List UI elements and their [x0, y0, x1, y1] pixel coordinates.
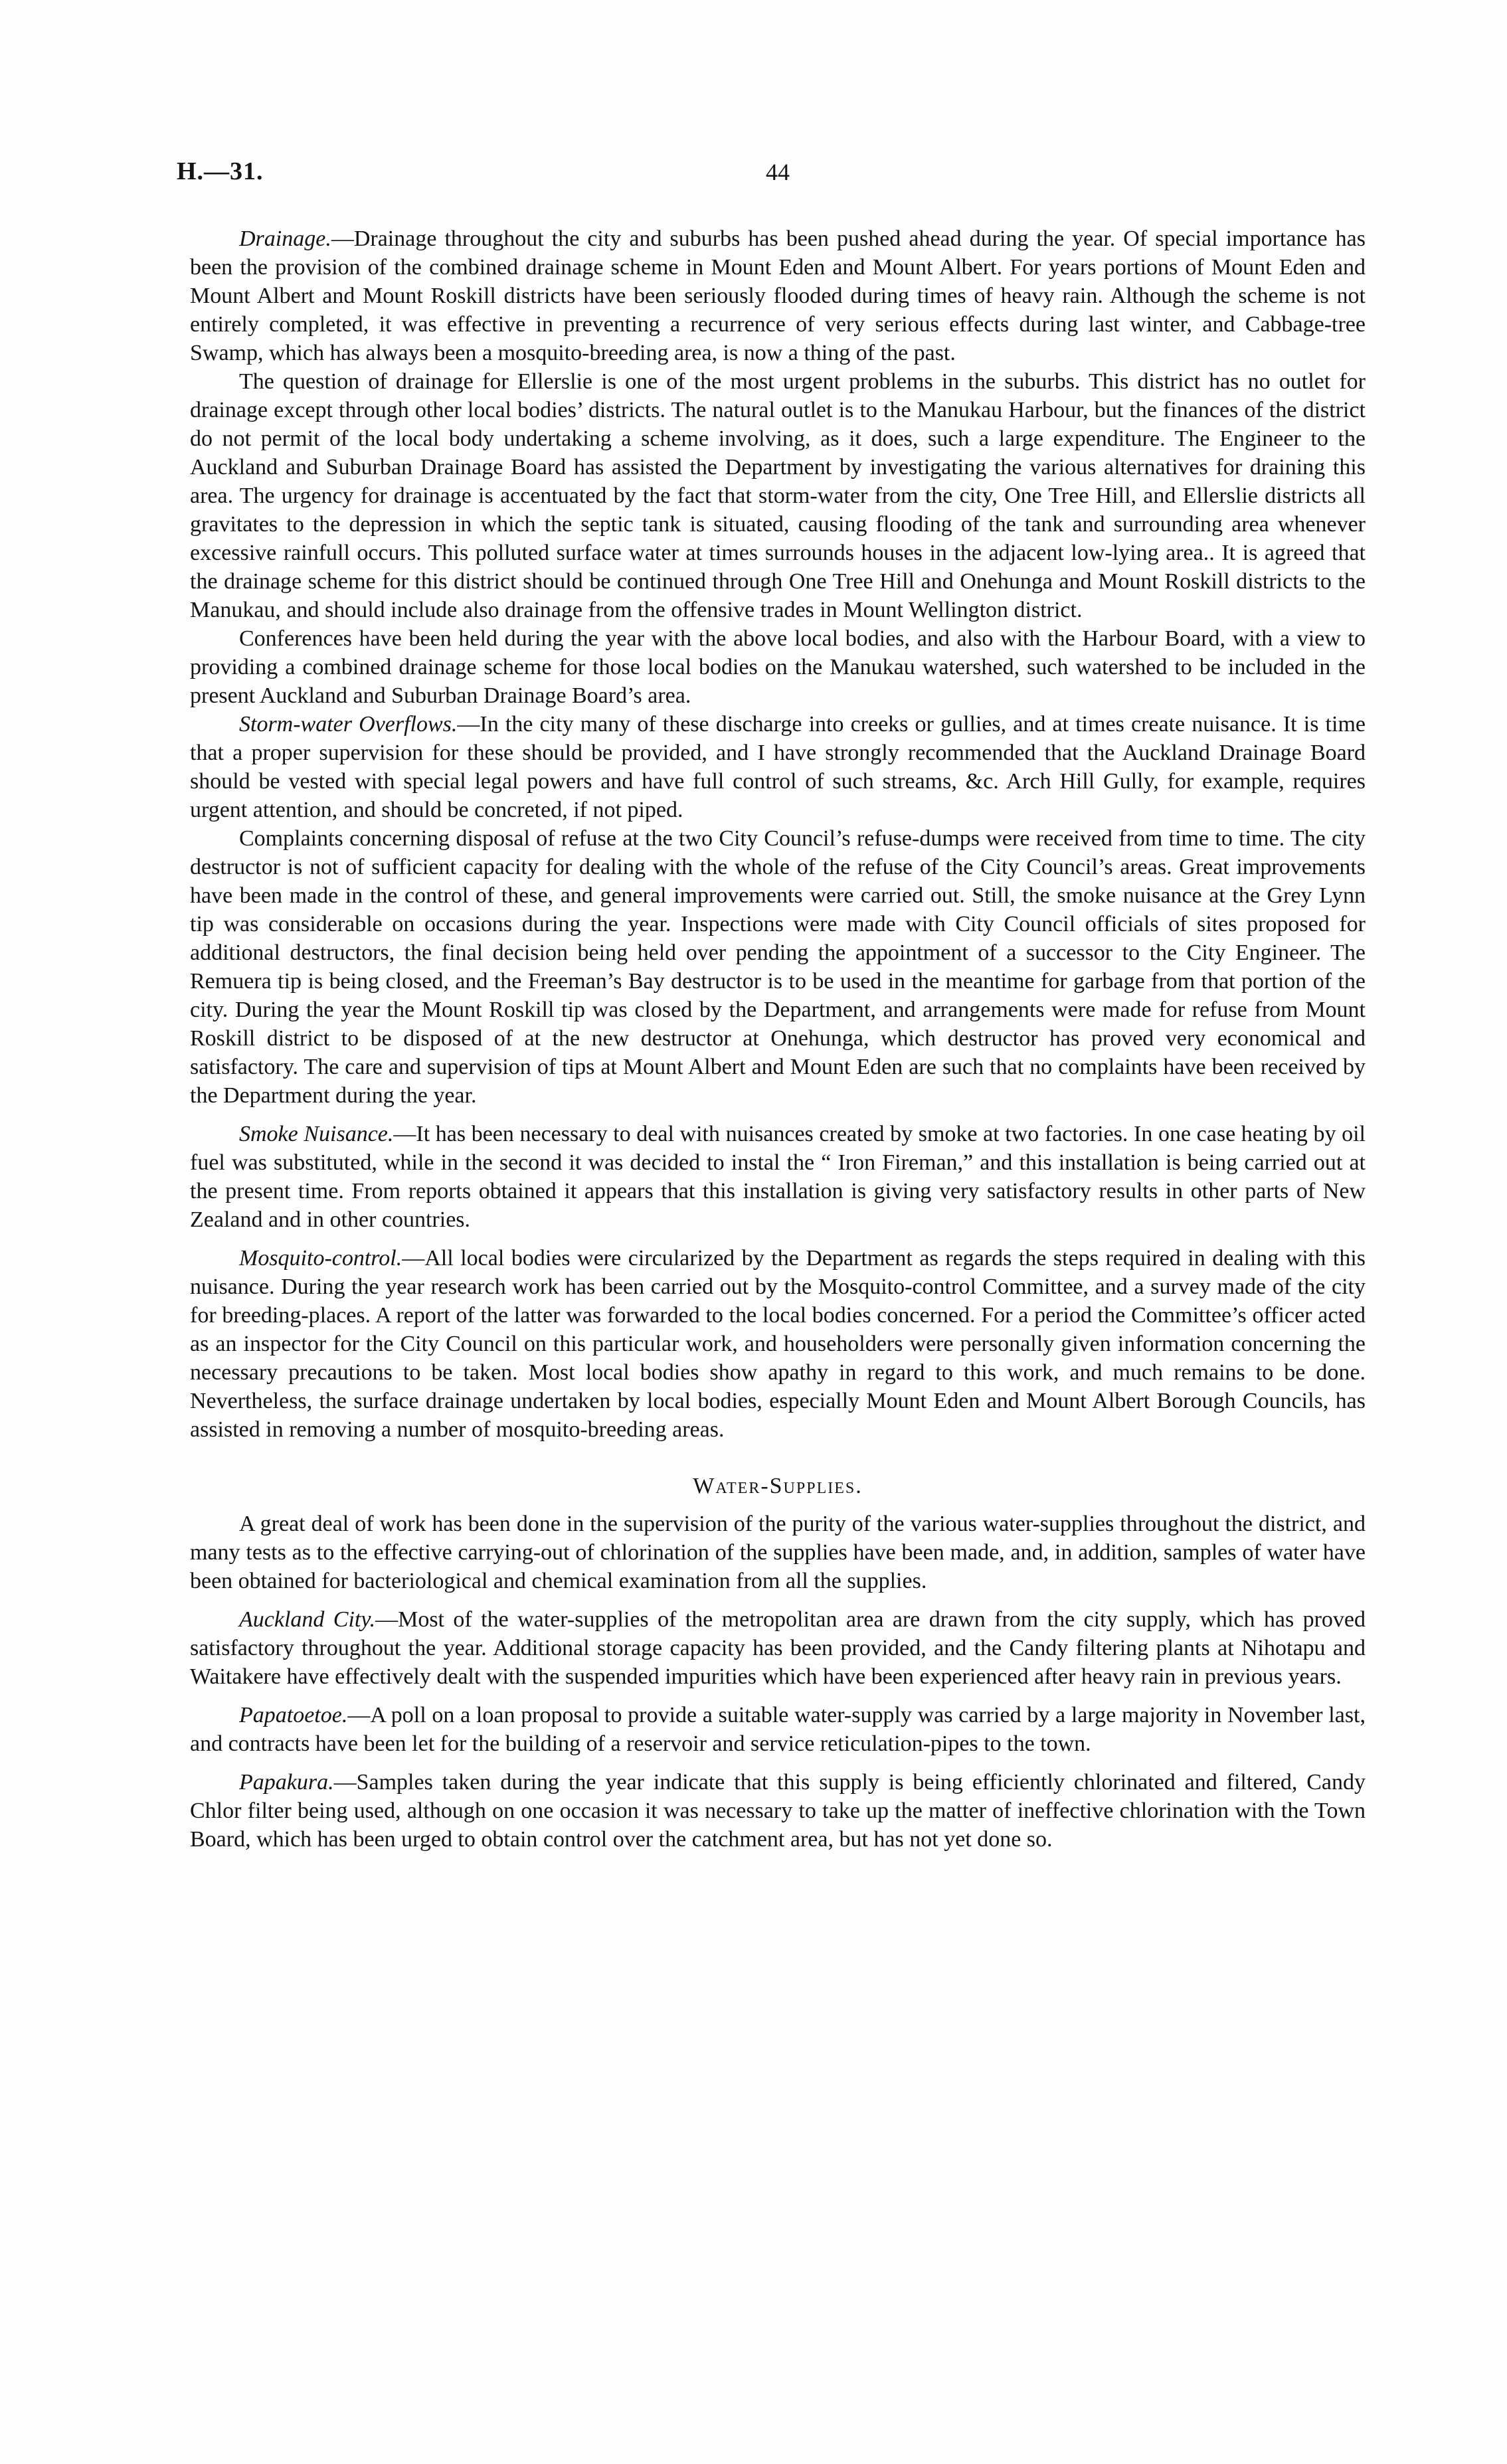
page-header [177, 157, 1366, 194]
paragraph-text: —Samples taken during the year indicate that this supply is being efficiently chlorinated and filtered, Candy Chlor filter being used, although on one occasion it was necessary to take up the matter of ineffective chlorination with the Town Board, which has been urged to obtain control over the catchment area, but has not yet done so. [190, 1770, 1366, 1852]
paragraph [190, 824, 1366, 1110]
paragraph-lead: Smoke Nuisance. [239, 1122, 394, 1146]
paragraph-text: Complaints concerning disposal of refuse at the two City Council’s refuse-dumps were received from time to time. The city destructor is not of sufficient capacity for dealing with the whole of the refuse of the City Council’s areas. Great improvements have been made in the control of these, and general improvements were carried out. Still, the smoke nuisance at the Grey Lynn tip was considerable on occasions during the year. Inspections were made with City Council officials of sites proposed for additional destructors, the final decision being held over pending the appointment of a successor to the City Engineer. The Remuera tip is being closed, and the Freeman’s Bay destructor is to be used in the meantime for garbage from that portion of the city. During the year the Mount Roskill tip was closed by the Department, and arrangements were made for refuse from Mount Roskill district to be disposed of at the new destructor at Onehunga, which destructor has proved very economical and satisfactory. The care and supervision of tips at Mount Albert and Mount Eden are such that no complaints have been received by the Department during the year. [190, 826, 1366, 1108]
paragraph-text: —A poll on a loan proposal to provide a suitable water-supply was carried by a large majority in November last, and contracts have been let for the building of a reservoir and service reticulation-pipes to the town. [190, 1703, 1366, 1756]
report-number: H.—31. [177, 157, 264, 185]
paragraph [190, 1510, 1366, 1595]
paragraph-text: —All local bodies were circularized by the Department as regards the steps required in dealing with this nuisance. During the year research work has been carried out by the Mosquito-control Committee, and a survey made of the city for breeding-places. A report of the latter was forwarded to the local bodies concerned. For a period the Committee’s officer acted as an inspector for the City Council on this particular work, and householders were personally given information concerning the necessary precautions to be taken. Most local bodies show apathy in regard to this work, and much remains to be done. Nevertheless, the surface drainage undertaken by local bodies, especially Mount Eden and Mount Albert Borough Councils, has assisted in removing a number of mosquito-breeding areas. [190, 1246, 1366, 1442]
paragraph-lead: Mosquito-control. [239, 1246, 402, 1271]
paragraph-text: —In the city many of these discharge into creeks or gullies, and at times create nuisance. It is time that a proper supervision for these should be provided, and I have strongly recommended that the Auckland Drainage Board should be vested with special legal powers and have full control of such streams, &c. Arch Hill Gully, for example, requires urgent attention, and should be concreted, if not piped. [190, 712, 1366, 822]
paragraph [190, 1120, 1366, 1234]
paragraph-text: The question of drainage for Ellerslie is one of the most urgent problems in the suburbs. This district has no outlet for drainage except through other local bodies’ districts. The natural outlet is to the Manukau Harbour, but the finances of the district do not permit of the local body undertaking a scheme involving, as it does, such a large expenditure. The Engineer to the Auckland and Suburban Drainage Board has assisted the Department by investigating the various alternatives for draining this area. The urgency for drainage is accentuated by the fact that storm-water from the city, One Tree Hill, and Ellerslie districts all gravitates to the depression in which the septic tank is situated, causing flooding of the tank and surrounding area whenever excessive rainfull occurs. This polluted surface water at times surrounds houses in the adjacent low-lying area.. It is agreed that the drainage scheme for this district should be continued through One Tree Hill and Onehunga and Mount Roskill districts to the Manukau, and should include also drainage from the offensive trades in Mount Wellington district. [190, 369, 1366, 622]
section-heading: Water-Supplies. [693, 1474, 863, 1498]
paragraph-text: —Drainage throughout the city and suburbs has been pushed ahead during the year. Of special importance has been the provision of the combined drainage scheme in Mount Eden and Mount Albert. For years portions of Mount Eden and Mount Albert and Mount Roskill districts have been seriously flooded during times of heavy rain. Although the scheme is not entirely completed, it was effective in preventing a recurrence of very serious effects during last winter, and Cabbage-tree Swamp, which has always been a mosquito-breeding area, is now a thing of the past. [190, 226, 1366, 365]
paragraph-lead: Storm-water Overflows. [239, 712, 458, 737]
paragraph [190, 1605, 1366, 1691]
paragraph-lead: Papakura. [239, 1770, 334, 1795]
paragraph-text: Conferences have been held during the year with the above local bodies, and also with the Harbour Board, with a view to providing a combined drainage scheme for those local bodies on the Manukau watershed, such watershed to be included in the present Auckland and Suburban Drainage Board’s area. [190, 626, 1366, 708]
paragraph-lead: Drainage. [239, 226, 331, 251]
paragraph [190, 1244, 1366, 1444]
paragraph [190, 367, 1366, 624]
paragraph-lead: Auckland City. [239, 1607, 376, 1632]
paragraph-text: —It has been necessary to deal with nuisances created by smoke at two factories. In one case heating by oil fuel was substituted, while in the second it was decided to instal the “ Iron Fireman,” and this installation is being carried out at the present time. From reports obtained it appears that this installation is giving very satisfactory results in other parts of New Zealand and in other countries. [190, 1122, 1366, 1232]
paragraph-text: —Most of the water-supplies of the metropolitan area are drawn from the city supply, which has proved satisfactory throughout the year. Additional storage capacity has been provided, and the Candy filtering plants at Nihotapu and Waitakere have effectively dealt with the suspended impurities which have been experienced after heavy rain in previous years. [190, 1607, 1366, 1689]
paragraph-lead: Papatoetoe. [239, 1703, 348, 1727]
paragraph [190, 1701, 1366, 1758]
paragraph [190, 624, 1366, 710]
paragraph [190, 710, 1366, 824]
page-number: 44 [766, 159, 790, 185]
paragraph-text: A great deal of work has been done in the supervision of the purity of the various water-supplies throughout the district, and many tests as to the effective carrying-out of chlorination of the supplies have been made, and, in addition, samples of water have been obtained for bacteriological and chemical examination from all the supplies. [190, 1512, 1366, 1593]
document-body [190, 224, 1366, 1854]
paragraph [190, 1768, 1366, 1854]
paragraph [190, 224, 1366, 367]
